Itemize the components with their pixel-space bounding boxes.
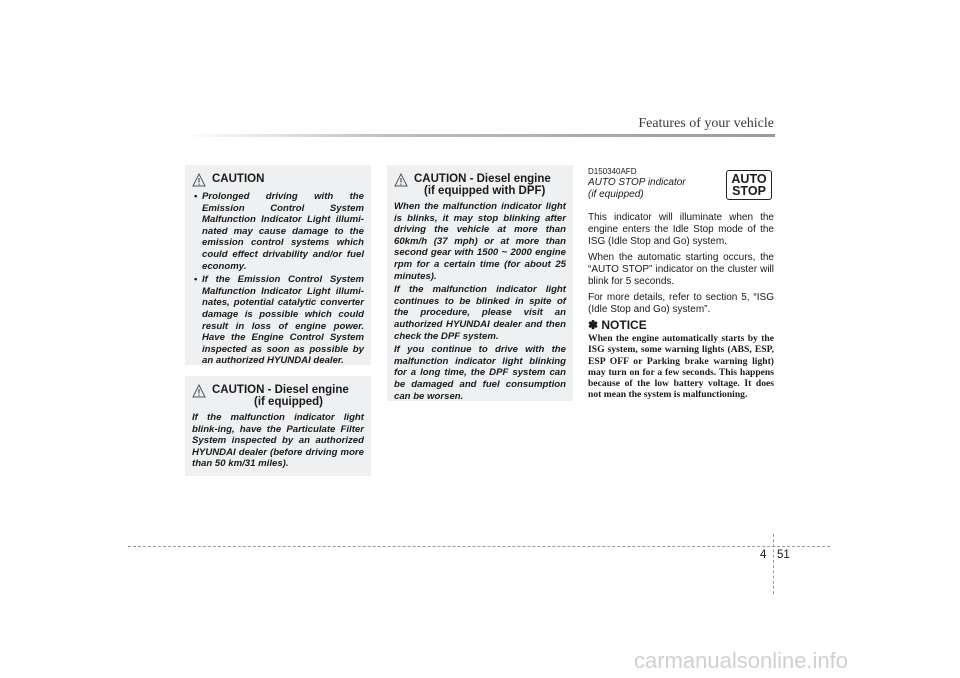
indicator-title-text: AUTO STOP indicator <box>588 177 686 188</box>
caution-box-dpf <box>387 165 573 401</box>
caution-paragraph: When the malfunction indicator light is blinks, it may stop blinking after driving the vehicle at more than 60km/h (37 mph) or at more than second gear with 1500 ~ 2000 engine rpm for a certain time (for about 25 minutes). <box>394 201 566 282</box>
footer-divider <box>773 534 774 594</box>
caution-bullet: • If the Emission Control System Malfunction Indicator Light illumi-nates, potential catalytic converter damage is possible which could result in loss of engine power. Have the Engine Control System inspected as soon as possible by an authorized HYUNDAI dealer. <box>202 274 364 367</box>
caution-box-diesel-filter <box>185 376 371 476</box>
caution-title <box>394 173 566 197</box>
footer-rule <box>128 546 830 547</box>
caution-box-emission <box>185 165 371 365</box>
indicator-title <box>588 177 708 201</box>
caution-title-text: CAUTION <box>212 384 265 396</box>
indicator-title-sub: (if equipped) <box>588 189 644 200</box>
header-title: Features of your vehicle <box>638 116 774 131</box>
caution-title-text: CAUTION <box>212 173 265 185</box>
body-paragraph: For more details, refer to section 5, “ISG (Idle Stop and Go) system”. <box>588 292 774 315</box>
caution-title-sub2: (if equipped with DPF) <box>424 185 546 197</box>
caution-bullet-list <box>192 191 364 367</box>
section-code: D150340AFD <box>588 167 637 176</box>
notice-text: When the engine automatically starts by the ISG system, some warning lights (ABS, ESP, ESP OFF or Parking brake warning light) may turn on for a few seconds. This happens because of the low battery voltage. It does not mean the system is malfunctioning. <box>588 333 774 401</box>
caution-title-sub: - Diesel engine <box>469 173 551 185</box>
auto-stop-icon-line2: STOP <box>732 184 766 198</box>
warning-triangle-icon <box>192 384 206 398</box>
caution-bullet: • Prolonged driving with the Emission Control System Malfunction Indicator Light illumi-nated may cause damage to the emission control systems which could effect drivability and/or fuel economy. <box>202 191 364 272</box>
section-number: 4 <box>760 549 767 561</box>
body-paragraph: This indicator will illuminate when the engine enters the Idle Stop mode of the ISG (Idle Stop and Go) system. <box>588 212 774 247</box>
caution-title <box>192 173 364 187</box>
caution-paragraph: If you continue to drive with the malfunction indicator light blinking for a long time, the DPF system can be damaged and fuel consumption can be worsen. <box>394 344 566 402</box>
warning-triangle-icon <box>394 173 408 187</box>
auto-stop-icon-line1: AUTO <box>731 172 767 186</box>
header-rule <box>185 134 775 137</box>
page-number: 51 <box>777 549 790 561</box>
caution-title-sub: - Diesel engine <box>267 384 349 396</box>
caution-paragraph: If the malfunction indicator light continues to be blinked in spite of the procedure, please visit an authorized HYUNDAI dealer and then check the DPF system. <box>394 284 566 342</box>
caution-title-sub2: (if equipped) <box>254 396 323 408</box>
indicator-description <box>588 212 774 320</box>
caution-title <box>192 384 364 408</box>
caution-title-text: CAUTION <box>414 173 467 185</box>
warning-triangle-icon <box>192 173 206 187</box>
auto-stop-icon <box>726 170 772 200</box>
notice-title: ✽ NOTICE <box>588 318 647 332</box>
watermark: carmanualsonline.info <box>634 648 849 673</box>
body-paragraph: When the automatic starting occurs, the “AUTO STOP” indicator on the cluster will blink for 5 seconds. <box>588 252 774 287</box>
caution-text: If the malfunction indicator light blink-ing, have the Particulate Filter System inspected by an authorized HYUNDAI dealer (before driving more than 50 km/31 miles). <box>192 412 364 470</box>
